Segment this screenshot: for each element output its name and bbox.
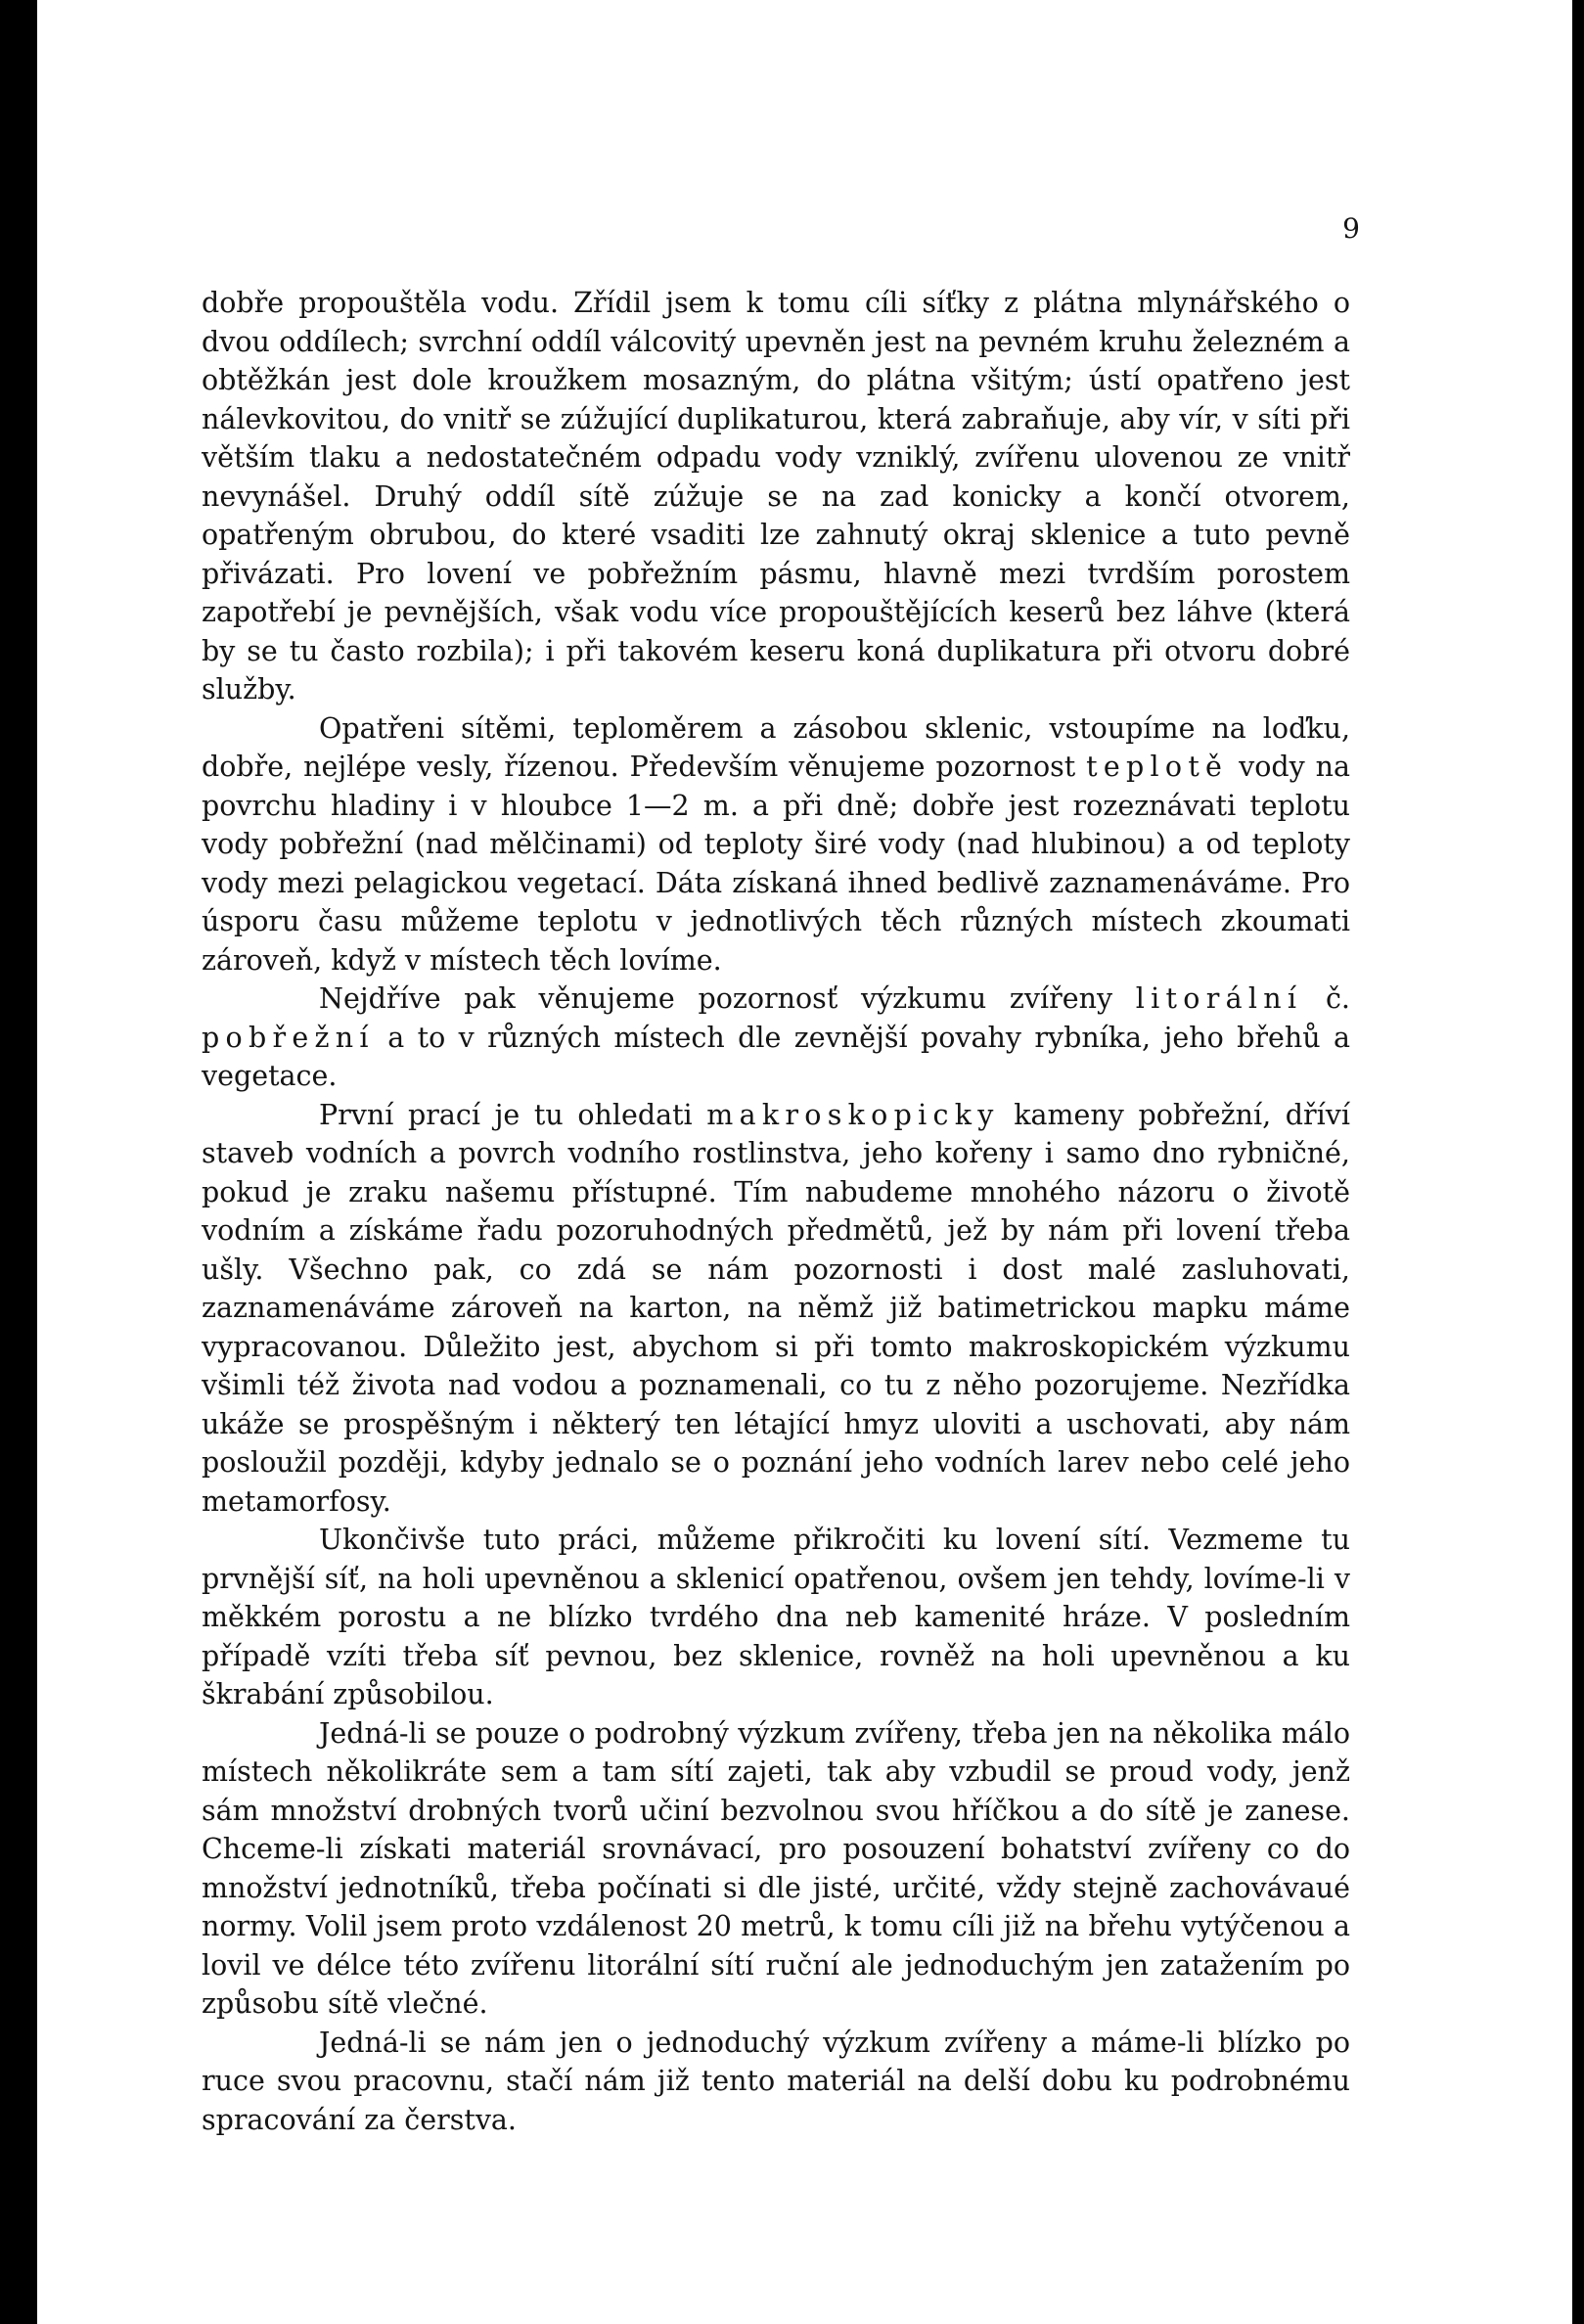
paragraph: Opatřeni sítěmi, teploměrem a zásobou sklenic, vstoupíme na loďku, dobře, nejlépe vesly, řízenou. Především věnujeme pozornost teplotě vody na povrchu hladiny i v hloubce 1—2 m. a při dně; dobře jest rozeznávati teplotu vody pobřežní (nad mělčinami) od teploty širé vody (nad hlubinou) a od teploty vody mezi pelagickou vegetací. Dáta získaná ihned bedlivě zaznamenáváme. Pro úsporu času můžeme teplotu v jednotlivých těch různých místech zkoumati zároveň, když v místech těch lovíme. <box>202 711 1350 977</box>
body-text <box>202 284 1350 2139</box>
emphasis-spaced: pobřežní <box>202 1021 375 1054</box>
paragraph: dobře propouštěla vodu. Zřídil jsem k tomu cíli síťky z plátna mlynářského o dvou oddílech; svrchní oddíl válcovitý upevněn jest na pevném kruhu železném a obtěžkán jest dole kroužkem mosazným, do plátna všitým; ústí opatřeno jest nálevkovitou, do vnitř se zúžující duplikaturou, která zabraňuje, aby vír, v síti při větším tlaku a nedostatečném odpadu vody vzniklý, zvířenu ulovenou ze vnitř nevynášel. Druhý oddíl sítě zúžuje se na zad konicky a končí otvorem, opatřeným obrubou, do které vsaditi lze zahnutý okraj sklenice a tuto pevně přivázati. Pro lovení ve pobřežním pásmu, hlavně mezi tvrdším porostem zapotřebí je pevnějších, však vodu více propouštějících keserů bez láhve (která by se tu často rozbila); i při takovém keseru koná duplikatura při otvoru dobré služby. <box>202 287 1350 706</box>
paragraph: Nejdříve pak věnujeme pozornosť výzkumu zvířeny litorální č. pobřežní a to v různých místech dle zevnější povahy rybníka, jeho břehů a vegetace. <box>202 982 1350 1092</box>
emphasis-spaced: makroskopicky <box>706 1098 1000 1131</box>
paragraph: Jedná-li se pouze o podrobný výzkum zvířeny, třeba jen na několika málo místech několikráte sem a tam sítí zajeti, tak aby vzbudil se proud vody, jenž sám množství drobných tvorů učiní bezvolnou svou hříčkou a do sítě je zanese. Chceme-li získati materiál srovnávací, pro posouzení bohatství zvířeny co do množství jednotníků, třeba počínati si dle jisté, určité, vždy stejně zachovávaué normy. Volil jsem proto vzdálenost 20 metrů, k tomu cíli již na břehu vytýčenou a lovil ve délce této zvířenu litorální sítí ruční ale jednoduchým jen zatažením po způsobu sítě vlečné. <box>202 1716 1350 2020</box>
emphasis-spaced: teplotě <box>1086 751 1229 783</box>
paragraph: První prací je tu ohledati makroskopicky kameny pobřežní, dříví staveb vodních a povrch vodního rostlinstva, jeho kořeny i samo dno rybničné, pokud je zraku našemu přístupné. Tím nabudeme mnohého názoru o životě vodním a získáme řadu pozoruhodných předmětů, jež by nám při lovení třeba ušly. Všechno pak, co zdá se nám pozornosti i dost malé zasluhovati, zaznamenáváme zároveň na karton, na němž již batimetrickou mapku máme vypracovanou. Důležito jest, abychom si při tomto makroskopickém výzkumu všimli též života nad vodou a poznamenali, co tu z něho pozorujeme. Nezřídka ukáže se prospěšným i některý ten létající hmyz uloviti a uschovati, aby nám posloužil později, kdyby jednalo se o poznání jeho vodních larev nebo celé jeho metamorfosy. <box>202 1098 1350 1518</box>
paragraph: Ukončivše tuto práci, můžeme přikročiti ku lovení sítí. Vezmeme tu prvnější síť, na holi upevněnou a sklenicí opatřenou, ovšem jen tehdy, lovíme-li v měkkém porostu a ne blízko tvrdého dna neb kamenité hráze. V posledním případě vzíti třeba síť pevnou, bez sklenice, rovněž na holi upevněnou a ku škrabání způsobilou. <box>202 1524 1350 1710</box>
scan-border-right <box>1572 0 1584 2324</box>
emphasis-spaced: litorální <box>1135 982 1303 1015</box>
scan-border-left <box>0 0 37 2324</box>
page-number: 9 <box>1342 212 1360 245</box>
paragraph: Jedná-li se nám jen o jednoduchý výzkum zvířeny a máme-li blízko po ruce svou pracovnu, stačí nám již tento materiál na delší dobu ku podrobnému spracování za čerstva. <box>202 2026 1350 2136</box>
